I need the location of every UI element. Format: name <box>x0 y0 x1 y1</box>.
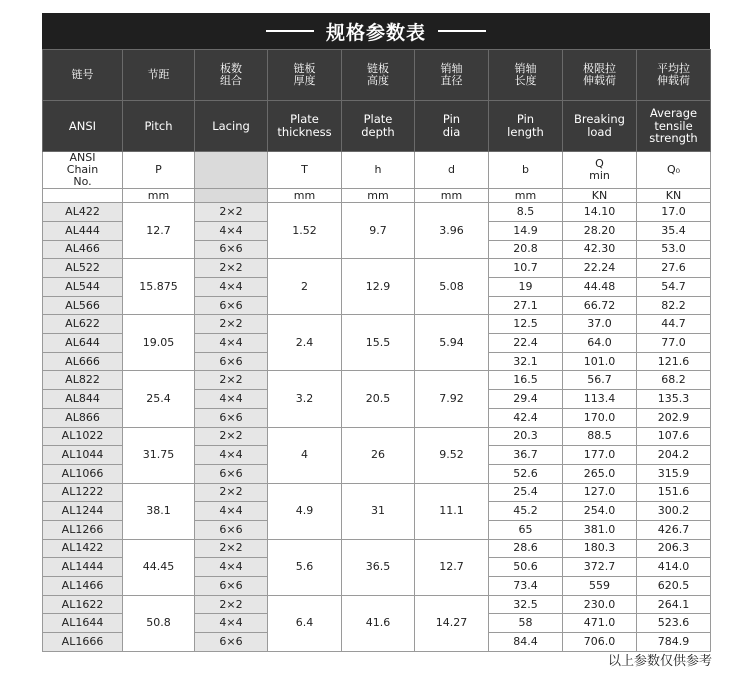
average-strength-cell: 107.6 <box>637 427 711 446</box>
breaking-load-cell: 706.0 <box>563 633 637 652</box>
header-cell-en: Breaking load <box>563 101 637 152</box>
pin-dia-cell: 9.52 <box>415 427 489 483</box>
pin-length-cell: 58 <box>489 614 563 633</box>
average-strength-cell: 315.9 <box>637 464 711 483</box>
header-cell-zh: 销轴 长度 <box>489 50 563 101</box>
chain-number-cell: AL666 <box>43 352 123 371</box>
header-cell-en: Pin dia <box>415 101 489 152</box>
chain-number-cell: AL1466 <box>43 577 123 596</box>
chain-number-cell: AL1422 <box>43 539 123 558</box>
lacing-cell: 6×6 <box>195 296 268 315</box>
lacing-cell: 4×4 <box>195 278 268 297</box>
header-cell-symbols: Q min <box>563 152 637 189</box>
average-strength-cell: 121.6 <box>637 352 711 371</box>
header-cell-en: Plate depth <box>342 101 415 152</box>
lacing-cell: 2×2 <box>195 595 268 614</box>
header-row-en <box>43 101 711 152</box>
plate-thickness-cell: 6.4 <box>268 595 342 651</box>
table-row <box>43 259 711 278</box>
average-strength-cell: 300.2 <box>637 502 711 521</box>
breaking-load-cell: 14.10 <box>563 203 637 222</box>
breaking-load-cell: 559 <box>563 577 637 596</box>
pitch-cell: 31.75 <box>123 427 195 483</box>
breaking-load-cell: 28.20 <box>563 221 637 240</box>
plate-depth-cell: 15.5 <box>342 315 415 371</box>
pin-length-cell: 25.4 <box>489 483 563 502</box>
chain-number-cell: AL822 <box>43 371 123 390</box>
breaking-load-cell: 101.0 <box>563 352 637 371</box>
breaking-load-cell: 372.7 <box>563 558 637 577</box>
header-cell-en: Average tensile strength <box>637 101 711 152</box>
lacing-cell: 4×4 <box>195 558 268 577</box>
plate-thickness-cell: 4.9 <box>268 483 342 539</box>
header-cell-units <box>195 189 268 203</box>
header-cell-zh: 板数 组合 <box>195 50 268 101</box>
plate-thickness-cell: 5.6 <box>268 539 342 595</box>
lacing-cell: 4×4 <box>195 502 268 521</box>
pin-length-cell: 32.1 <box>489 352 563 371</box>
lacing-cell: 4×4 <box>195 390 268 409</box>
header-cell-units: mm <box>415 189 489 203</box>
table-row <box>43 483 711 502</box>
average-strength-cell: 264.1 <box>637 595 711 614</box>
chain-number-cell: AL1666 <box>43 633 123 652</box>
pin-length-cell: 45.2 <box>489 502 563 521</box>
chain-number-cell: AL466 <box>43 240 123 259</box>
header-cell-symbols: h <box>342 152 415 189</box>
table-row <box>43 427 711 446</box>
pin-length-cell: 73.4 <box>489 577 563 596</box>
average-strength-cell: 54.7 <box>637 278 711 297</box>
lacing-cell: 2×2 <box>195 427 268 446</box>
average-strength-cell: 77.0 <box>637 334 711 353</box>
breaking-load-cell: 56.7 <box>563 371 637 390</box>
header-row-zh <box>43 50 711 101</box>
breaking-load-cell: 44.48 <box>563 278 637 297</box>
chain-number-cell: AL544 <box>43 278 123 297</box>
header-cell-en: Lacing <box>195 101 268 152</box>
pin-length-cell: 52.6 <box>489 464 563 483</box>
average-strength-cell: 44.7 <box>637 315 711 334</box>
header-cell-symbols: d <box>415 152 489 189</box>
chain-number-cell: AL866 <box>43 408 123 427</box>
average-strength-cell: 17.0 <box>637 203 711 222</box>
lacing-cell: 2×2 <box>195 371 268 390</box>
lacing-cell: 2×2 <box>195 259 268 278</box>
pin-dia-cell: 14.27 <box>415 595 489 651</box>
breaking-load-cell: 127.0 <box>563 483 637 502</box>
pin-length-cell: 19 <box>489 278 563 297</box>
header-cell-en: Pin length <box>489 101 563 152</box>
spec-table <box>42 49 711 652</box>
breaking-load-cell: 180.3 <box>563 539 637 558</box>
header-cell-en: Pitch <box>123 101 195 152</box>
header-cell-zh: 链板 厚度 <box>268 50 342 101</box>
average-strength-cell: 204.2 <box>637 446 711 465</box>
header-cell-units: mm <box>342 189 415 203</box>
chain-number-cell: AL522 <box>43 259 123 278</box>
average-strength-cell: 206.3 <box>637 539 711 558</box>
average-strength-cell: 68.2 <box>637 371 711 390</box>
footnote: 以上参数仅供参考 <box>607 654 712 669</box>
title-left-rule <box>266 30 314 32</box>
lacing-cell: 2×2 <box>195 203 268 222</box>
pitch-cell: 12.7 <box>123 203 195 259</box>
chain-number-cell: AL644 <box>43 334 123 353</box>
breaking-load-cell: 230.0 <box>563 595 637 614</box>
average-strength-cell: 414.0 <box>637 558 711 577</box>
pin-length-cell: 65 <box>489 520 563 539</box>
average-strength-cell: 202.9 <box>637 408 711 427</box>
average-strength-cell: 620.5 <box>637 577 711 596</box>
pin-dia-cell: 5.94 <box>415 315 489 371</box>
pin-length-cell: 32.5 <box>489 595 563 614</box>
chain-number-cell: AL622 <box>43 315 123 334</box>
breaking-load-cell: 177.0 <box>563 446 637 465</box>
breaking-load-cell: 42.30 <box>563 240 637 259</box>
plate-thickness-cell: 3.2 <box>268 371 342 427</box>
plate-thickness-cell: 1.52 <box>268 203 342 259</box>
pin-dia-cell: 5.08 <box>415 259 489 315</box>
pitch-cell: 19.05 <box>123 315 195 371</box>
lacing-cell: 6×6 <box>195 464 268 483</box>
pin-dia-cell: 3.96 <box>415 203 489 259</box>
pin-length-cell: 28.6 <box>489 539 563 558</box>
lacing-cell: 6×6 <box>195 352 268 371</box>
average-strength-cell: 426.7 <box>637 520 711 539</box>
header-cell-symbols: Q₀ <box>637 152 711 189</box>
chain-number-cell: AL1622 <box>43 595 123 614</box>
chain-number-cell: AL566 <box>43 296 123 315</box>
header-cell-en: ANSI <box>43 101 123 152</box>
breaking-load-cell: 471.0 <box>563 614 637 633</box>
header-cell-symbols: P <box>123 152 195 189</box>
header-cell-symbols: T <box>268 152 342 189</box>
breaking-load-cell: 88.5 <box>563 427 637 446</box>
pin-dia-cell: 12.7 <box>415 539 489 595</box>
chain-number-cell: AL1022 <box>43 427 123 446</box>
plate-thickness-cell: 2.4 <box>268 315 342 371</box>
breaking-load-cell: 254.0 <box>563 502 637 521</box>
table-row <box>43 203 711 222</box>
title-right-rule <box>438 30 486 32</box>
breaking-load-cell: 113.4 <box>563 390 637 409</box>
plate-depth-cell: 26 <box>342 427 415 483</box>
breaking-load-cell: 37.0 <box>563 315 637 334</box>
lacing-cell: 2×2 <box>195 539 268 558</box>
breaking-load-cell: 265.0 <box>563 464 637 483</box>
pin-length-cell: 10.7 <box>489 259 563 278</box>
header-cell-en: Plate thickness <box>268 101 342 152</box>
average-strength-cell: 523.6 <box>637 614 711 633</box>
pin-length-cell: 42.4 <box>489 408 563 427</box>
pin-length-cell: 8.5 <box>489 203 563 222</box>
average-strength-cell: 82.2 <box>637 296 711 315</box>
average-strength-cell: 27.6 <box>637 259 711 278</box>
pitch-cell: 50.8 <box>123 595 195 651</box>
chain-number-cell: AL444 <box>43 221 123 240</box>
lacing-cell: 6×6 <box>195 408 268 427</box>
plate-depth-cell: 9.7 <box>342 203 415 259</box>
table-row <box>43 539 711 558</box>
lacing-cell: 2×2 <box>195 483 268 502</box>
pin-length-cell: 50.6 <box>489 558 563 577</box>
chain-number-cell: AL1066 <box>43 464 123 483</box>
table-row <box>43 315 711 334</box>
header-cell-units: KN <box>563 189 637 203</box>
header-cell-units: KN <box>637 189 711 203</box>
breaking-load-cell: 170.0 <box>563 408 637 427</box>
pitch-cell: 15.875 <box>123 259 195 315</box>
pin-length-cell: 84.4 <box>489 633 563 652</box>
chain-number-cell: AL1644 <box>43 614 123 633</box>
pin-length-cell: 22.4 <box>489 334 563 353</box>
header-cell-units: mm <box>268 189 342 203</box>
plate-thickness-cell: 2 <box>268 259 342 315</box>
pin-length-cell: 20.3 <box>489 427 563 446</box>
lacing-cell: 4×4 <box>195 334 268 353</box>
average-strength-cell: 784.9 <box>637 633 711 652</box>
lacing-cell: 4×4 <box>195 614 268 633</box>
average-strength-cell: 151.6 <box>637 483 711 502</box>
header-cell-zh: 平均拉 伸载荷 <box>637 50 711 101</box>
plate-depth-cell: 41.6 <box>342 595 415 651</box>
header-cell-units: mm <box>123 189 195 203</box>
header-row-units <box>43 189 711 203</box>
chain-number-cell: AL422 <box>43 203 123 222</box>
header-cell-symbols: ANSI Chain No. <box>43 152 123 189</box>
header-cell-symbols: b <box>489 152 563 189</box>
breaking-load-cell: 381.0 <box>563 520 637 539</box>
page-title: 规格参数表 <box>325 21 426 44</box>
average-strength-cell: 35.4 <box>637 221 711 240</box>
pin-dia-cell: 11.1 <box>415 483 489 539</box>
chain-number-cell: AL1444 <box>43 558 123 577</box>
average-strength-cell: 53.0 <box>637 240 711 259</box>
plate-depth-cell: 20.5 <box>342 371 415 427</box>
lacing-cell: 4×4 <box>195 221 268 240</box>
header-cell-units: mm <box>489 189 563 203</box>
lacing-cell: 6×6 <box>195 633 268 652</box>
pitch-cell: 25.4 <box>123 371 195 427</box>
lacing-cell: 2×2 <box>195 315 268 334</box>
header-cell-zh: 节距 <box>123 50 195 101</box>
pin-length-cell: 14.9 <box>489 221 563 240</box>
chain-number-cell: AL1044 <box>43 446 123 465</box>
pin-length-cell: 36.7 <box>489 446 563 465</box>
lacing-cell: 6×6 <box>195 520 268 539</box>
chain-number-cell: AL1266 <box>43 520 123 539</box>
lacing-cell: 6×6 <box>195 577 268 596</box>
plate-depth-cell: 31 <box>342 483 415 539</box>
pin-length-cell: 29.4 <box>489 390 563 409</box>
header-cell-zh: 链号 <box>43 50 123 101</box>
breaking-load-cell: 66.72 <box>563 296 637 315</box>
header-cell-symbols <box>195 152 268 189</box>
breaking-load-cell: 22.24 <box>563 259 637 278</box>
chain-number-cell: AL844 <box>43 390 123 409</box>
plate-depth-cell: 12.9 <box>342 259 415 315</box>
pin-length-cell: 20.8 <box>489 240 563 259</box>
chain-number-cell: AL1222 <box>43 483 123 502</box>
header-cell-zh: 极限拉 伸载荷 <box>563 50 637 101</box>
header-cell-units <box>43 189 123 203</box>
table-row <box>43 595 711 614</box>
title-bar <box>42 13 710 49</box>
plate-thickness-cell: 4 <box>268 427 342 483</box>
pin-length-cell: 16.5 <box>489 371 563 390</box>
pin-length-cell: 12.5 <box>489 315 563 334</box>
breaking-load-cell: 64.0 <box>563 334 637 353</box>
average-strength-cell: 135.3 <box>637 390 711 409</box>
pin-length-cell: 27.1 <box>489 296 563 315</box>
plate-depth-cell: 36.5 <box>342 539 415 595</box>
header-cell-zh: 销轴 直径 <box>415 50 489 101</box>
header-cell-zh: 链板 高度 <box>342 50 415 101</box>
header-row-symbols <box>43 152 711 189</box>
lacing-cell: 6×6 <box>195 240 268 259</box>
pin-dia-cell: 7.92 <box>415 371 489 427</box>
pitch-cell: 38.1 <box>123 483 195 539</box>
table-row <box>43 371 711 390</box>
chain-number-cell: AL1244 <box>43 502 123 521</box>
pitch-cell: 44.45 <box>123 539 195 595</box>
lacing-cell: 4×4 <box>195 446 268 465</box>
